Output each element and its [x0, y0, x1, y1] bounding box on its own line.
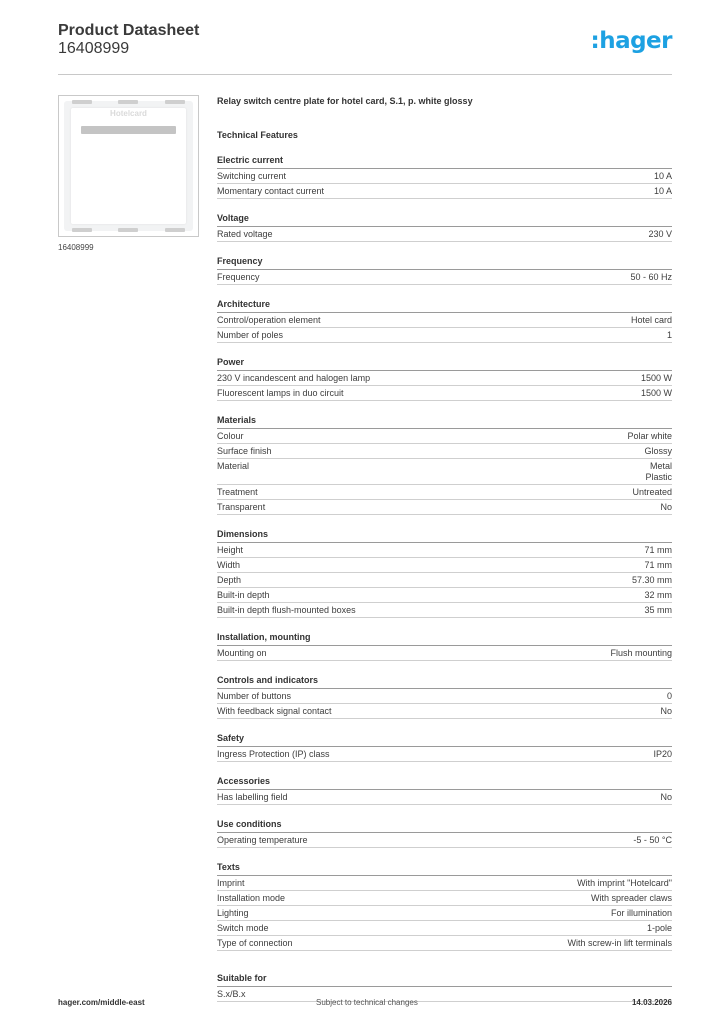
spec-value: [660, 502, 672, 513]
spec-value: [644, 605, 672, 616]
spec-value-line: No: [660, 706, 672, 716]
spec-value-line: 1500 W: [640, 388, 672, 398]
spec-row: [217, 704, 672, 719]
spec-value-line: 35 mm: [644, 605, 672, 615]
spec-value-line: -5 - 50 °C: [633, 835, 672, 845]
claw-bottom-left: [72, 228, 92, 232]
spec-row: [217, 891, 672, 906]
footer-date: 14.03.2026: [631, 998, 672, 1007]
spec-group: [217, 529, 672, 618]
spec-row: [217, 429, 672, 444]
spec-row: [217, 386, 672, 401]
spec-value-line: 57.30 mm: [631, 575, 672, 585]
spec-label: Number of buttons: [217, 691, 292, 701]
spec-group-title: Texts: [217, 862, 672, 876]
spec-label: Frequency: [217, 272, 260, 282]
spec-group: [217, 155, 672, 199]
spec-group: [217, 299, 672, 343]
spec-row: [217, 328, 672, 343]
spec-row: [217, 936, 672, 951]
spec-label: With feedback signal contact: [217, 706, 332, 716]
spec-row: [217, 184, 672, 199]
spec-group-title: Controls and indicators: [217, 675, 672, 689]
spec-group: [217, 357, 672, 401]
spec-row: [217, 459, 672, 485]
spec-value-line: No: [660, 502, 672, 512]
spec-value: [645, 461, 672, 483]
spec-value: [660, 706, 672, 717]
spec-row: [217, 790, 672, 805]
footer-note: Subject to technical changes: [316, 998, 418, 1007]
spec-value: [630, 272, 672, 283]
spec-value-line: 50 - 60 Hz: [630, 272, 672, 282]
spec-group: [217, 415, 672, 515]
spec-groups: [217, 155, 672, 1002]
spec-value-line: 1-pole: [646, 923, 672, 933]
spec-label: Depth: [217, 575, 242, 585]
spec-group-title: Safety: [217, 733, 672, 747]
spec-row: [217, 588, 672, 603]
claw-bottom-right: [165, 228, 185, 232]
spec-label: Fluorescent lamps in duo circuit: [217, 388, 344, 398]
spec-value: [654, 171, 672, 182]
spec-label: 230 V incandescent and halogen lamp: [217, 373, 371, 383]
spec-label: Material: [217, 461, 250, 471]
spec-value-line: 71 mm: [644, 545, 672, 555]
spec-value: [654, 186, 672, 197]
spec-row: [217, 689, 672, 704]
spec-value: [633, 835, 672, 846]
spec-label: Lighting: [217, 908, 249, 918]
spec-group-title: Power: [217, 357, 672, 371]
spec-value: [644, 590, 672, 601]
spec-value: [591, 893, 672, 904]
spec-value-line: 1: [666, 330, 672, 340]
spec-value-line: Metal: [649, 461, 672, 471]
spec-value-line: Glossy: [644, 446, 672, 456]
spec-group-title: Dimensions: [217, 529, 672, 543]
spec-value-line: Plastic: [645, 472, 672, 482]
spec-group: [217, 675, 672, 719]
spec-value: [644, 545, 672, 556]
spec-value-line: 0: [666, 691, 672, 701]
spec-row: [217, 833, 672, 848]
spec-group: [217, 776, 672, 805]
spec-value: [567, 938, 672, 949]
spec-row: [217, 987, 672, 1002]
spec-group: [217, 632, 672, 661]
spec-value-line: Hotel card: [630, 315, 672, 325]
spec-value-line: 32 mm: [644, 590, 672, 600]
spec-value: [653, 749, 672, 760]
claw-bottom-mid: [118, 228, 138, 232]
spec-label: Built-in depth flush-mounted boxes: [217, 605, 356, 615]
spec-row: [217, 906, 672, 921]
spec-label: Imprint: [217, 878, 245, 888]
spec-content: [217, 96, 672, 1002]
spec-value-line: 230 V: [648, 229, 672, 239]
spec-label: Has labelling field: [217, 792, 288, 802]
spec-group: [217, 733, 672, 762]
spec-label: Surface finish: [217, 446, 272, 456]
spec-label: Type of connection: [217, 938, 293, 948]
spec-group-title: Electric current: [217, 155, 672, 169]
spec-row: [217, 169, 672, 184]
spec-value: [577, 878, 672, 889]
header-divider: [58, 74, 672, 75]
spec-group: [217, 256, 672, 285]
spec-row: [217, 313, 672, 328]
spec-row: [217, 371, 672, 386]
spec-label: Built-in depth: [217, 590, 270, 600]
spec-value-line: For illumination: [610, 908, 672, 918]
spec-group-title: Architecture: [217, 299, 672, 313]
spec-label: Switching current: [217, 171, 287, 181]
spec-row: [217, 543, 672, 558]
spec-group-title: Voltage: [217, 213, 672, 227]
spec-group-title: Frequency: [217, 256, 672, 270]
spec-value-line: Untreated: [632, 487, 672, 497]
technical-features-heading: Technical Features: [217, 130, 298, 140]
claw-top-right: [165, 100, 185, 104]
spec-value: [611, 908, 672, 919]
spec-value-line: 71 mm: [644, 560, 672, 570]
spec-row: [217, 444, 672, 459]
spec-label: Installation mode: [217, 893, 286, 903]
spec-value: [610, 648, 672, 659]
spec-label: Operating temperature: [217, 835, 308, 845]
spec-row: [217, 500, 672, 515]
spec-value: [627, 431, 672, 442]
spec-value: [644, 560, 672, 571]
spec-value-line: 10 A: [653, 171, 672, 181]
spec-group: [217, 819, 672, 848]
spec-label: Height: [217, 545, 244, 555]
spec-value: [667, 330, 672, 341]
spec-value: [648, 229, 672, 240]
footer-url[interactable]: hager.com/middle-east: [58, 998, 145, 1007]
spec-label: Switch mode: [217, 923, 269, 933]
product-image-reference: 16408999: [58, 243, 94, 252]
plate-frame: [64, 101, 193, 231]
spec-value: [641, 373, 672, 384]
spec-row: [217, 876, 672, 891]
spec-row: [217, 921, 672, 936]
page-title: Product Datasheet: [58, 22, 200, 39]
product-number: 16408999: [58, 40, 130, 57]
spec-value: [641, 388, 672, 399]
spec-value-line: 10 A: [653, 186, 672, 196]
spec-label: Ingress Protection (IP) class: [217, 749, 330, 759]
spec-value-line: IP20: [653, 749, 672, 759]
spec-label: Control/operation element: [217, 315, 321, 325]
plate-rocker: [71, 108, 186, 224]
claw-top-mid: [118, 100, 138, 104]
spec-group-title: Suitable for: [217, 973, 672, 987]
spec-value-line: With imprint "Hotelcard": [577, 878, 672, 888]
spec-group: [217, 973, 672, 1002]
spec-row: [217, 558, 672, 573]
spec-label: Width: [217, 560, 241, 570]
spec-row: [217, 603, 672, 618]
spec-row: [217, 646, 672, 661]
product-description: Relay switch centre plate for hotel card, S.1, p. white glossy: [217, 96, 473, 106]
spec-value-line: With screw-in lift terminals: [567, 938, 672, 948]
spec-value: [660, 792, 672, 803]
spec-value: [647, 923, 672, 934]
spec-value: [667, 691, 672, 702]
spec-label: Rated voltage: [217, 229, 273, 239]
card-label: Hotelcard: [110, 109, 147, 118]
hager-logo: :hager: [590, 28, 672, 54]
spec-group-title: Accessories: [217, 776, 672, 790]
spec-value: [632, 575, 672, 586]
spec-value-line: Polar white: [627, 431, 672, 441]
spec-group-title: Installation, mounting: [217, 632, 672, 646]
spec-label: Momentary contact current: [217, 186, 325, 196]
card-slot: [81, 126, 176, 134]
spec-row: [217, 747, 672, 762]
spec-value: [644, 446, 672, 457]
spec-label: S.x/B.x: [217, 989, 246, 999]
spec-row: [217, 573, 672, 588]
spec-row: [217, 270, 672, 285]
spec-label: Transparent: [217, 502, 266, 512]
spec-label: Number of poles: [217, 330, 284, 340]
spec-label: Mounting on: [217, 648, 267, 658]
spec-row: [217, 485, 672, 500]
spec-label: Treatment: [217, 487, 258, 497]
spec-group: [217, 862, 672, 951]
spec-value: [631, 315, 672, 326]
spec-group-title: Use conditions: [217, 819, 672, 833]
spec-group-title: Materials: [217, 415, 672, 429]
spec-value: [632, 487, 672, 498]
claw-top-left: [72, 100, 92, 104]
spec-value-line: No: [660, 792, 672, 802]
spec-value-line: 1500 W: [640, 373, 672, 383]
spec-label: Colour: [217, 431, 244, 441]
spec-group: [217, 213, 672, 242]
spec-value-line: Flush mounting: [610, 648, 672, 658]
spec-value-line: With spreader claws: [590, 893, 672, 903]
product-image: [58, 95, 199, 237]
spec-row: [217, 227, 672, 242]
